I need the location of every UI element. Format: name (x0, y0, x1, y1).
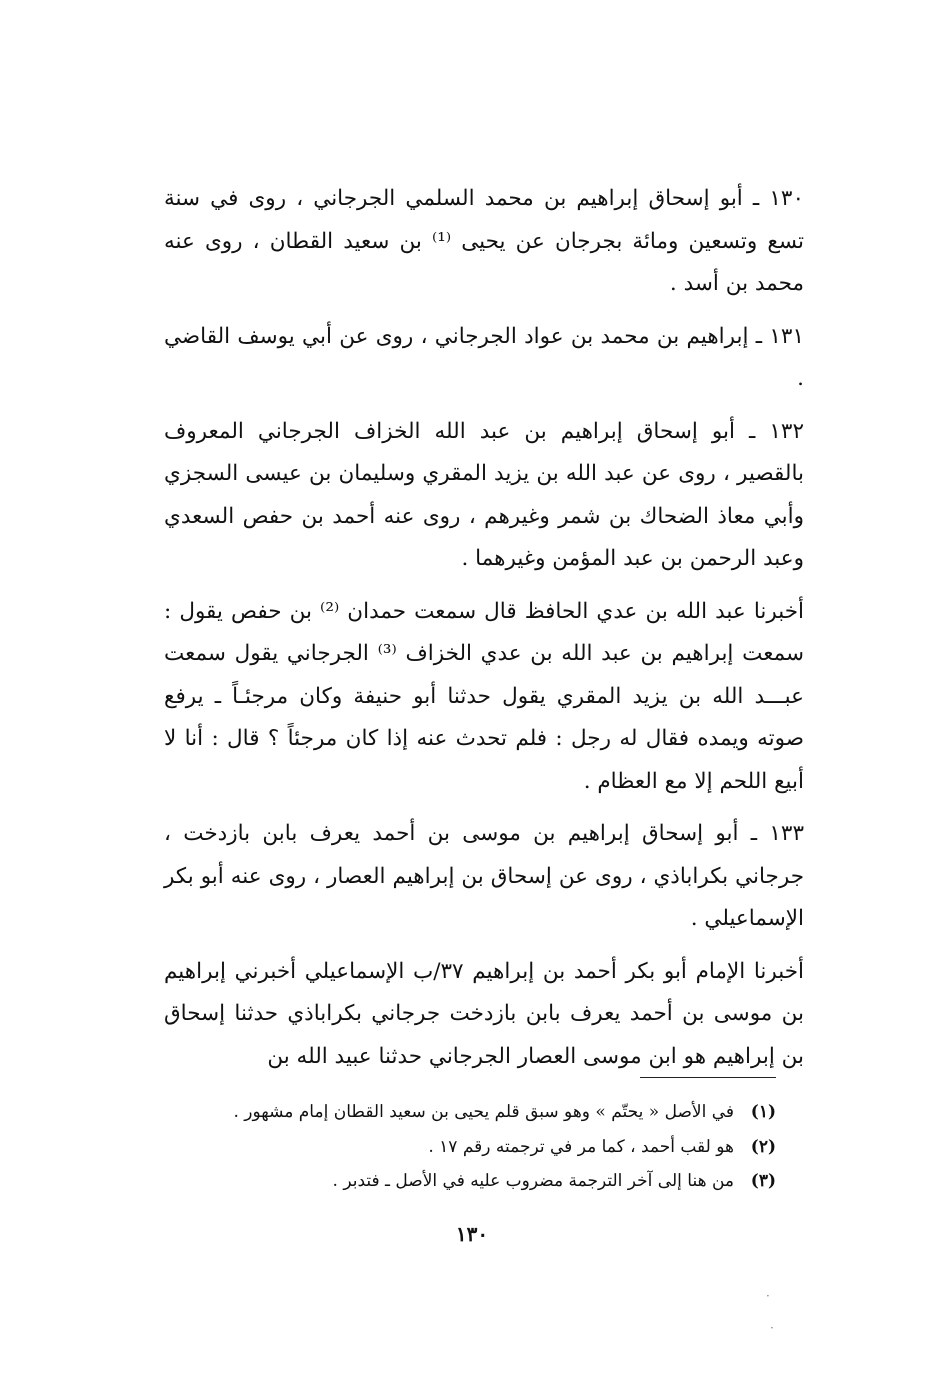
narration-132: أخبرنا عبد الله بن عدي الحافظ قال سمعت حمدان ⁽²⁾ بن حفص يقول : سمعت إبراهيم بن عبد الله بن عدي الخزاف ⁽³⁾ الجرجاني يقول سمعت عبـــد الله بن يزيد المقري يقول حدثنا أبو حنيفة وكان مرجئـاً ـ يرفع صوته ويمده فقال له رجل : فلم تحدث عنه إذا كان مرجئاً ؟ قال : أنا لا أبيع اللحم إلا مع العظام . (164, 598, 805, 794)
page-number: ١٣٠ (455, 1222, 489, 1246)
footnote-number: (٣) (750, 1171, 776, 1191)
footnote-separator (640, 1077, 776, 1078)
footnote-2 (176, 1130, 776, 1165)
footnote-text: من هنا إلى آخر الترجمة مضروب عليه في الأصل ـ فتدبر . (332, 1171, 734, 1191)
scan-speck: · (766, 1289, 770, 1303)
scan-speck: · (770, 1321, 774, 1335)
narration-133: أخبرنا الإمام أبو بكر أحمد بن إبراهيم ٣٧/ب الإسماعيلي أخبرني إبراهيم بن موسى بن أحمد يعرف بابن بازدخت جرجاني بكراباذي حدثنا إسحاق بن إبراهيم هو ابن موسى العصار الجرجاني حدثنا عبيد الله بن (164, 958, 804, 1069)
footnote-text: في الأصل « يحتّم » وهو سبق قلم يحيى بن سعيد القطان إمام مشهور . (233, 1102, 734, 1122)
footnote-1 (176, 1095, 776, 1130)
entry-131: ١٣١ ـ إبراهيم بن محمد بن عواد الجرجاني ، روى عن أبي يوسف القاضي . (164, 323, 804, 391)
footnote-number: (٢) (750, 1136, 776, 1157)
footnote-3 (176, 1164, 776, 1199)
entry-132: ١٣٢ ـ أبو إسحاق إبراهيم بن عبد الله الخزاف الجرجاني المعروف بالقصير ، روى عن عبد الله بن يزيد المقري وسليمان بن عيسى السجزي وأبي معاذ الضحاك بن شمر وغيرهم ، روى عنه أحمد بن حفص السعدي وعبد الرحمن بن عبد المؤمن وغيرهما . (164, 418, 804, 571)
entry-133: ١٣٣ ـ أبو إسحاق إبراهيم بن موسى بن أحمد يعرف بابن بازدخت ، جرجاني بكراباذي ، روى عن إسحاق بن إبراهيم العصار ، روى عنه أبو بكر الإسماعيلي . (164, 821, 804, 931)
entry-130: ١٣٠ ـ أبو إسحاق إبراهيم بن محمد السلمي الجرجاني ، روى في سنة تسع وتسعين ومائة بجرجان عن يحيى ⁽¹⁾ بن سعيد القطان ، روى عنه محمد بن أسد . (164, 186, 804, 296)
footnotes (176, 1095, 776, 1199)
footnote-text: هو لقب أحمد ، كما مر في ترجمته رقم ١٧ . (428, 1136, 734, 1157)
main-text (164, 178, 804, 1088)
footnote-number: (١) (750, 1102, 776, 1122)
